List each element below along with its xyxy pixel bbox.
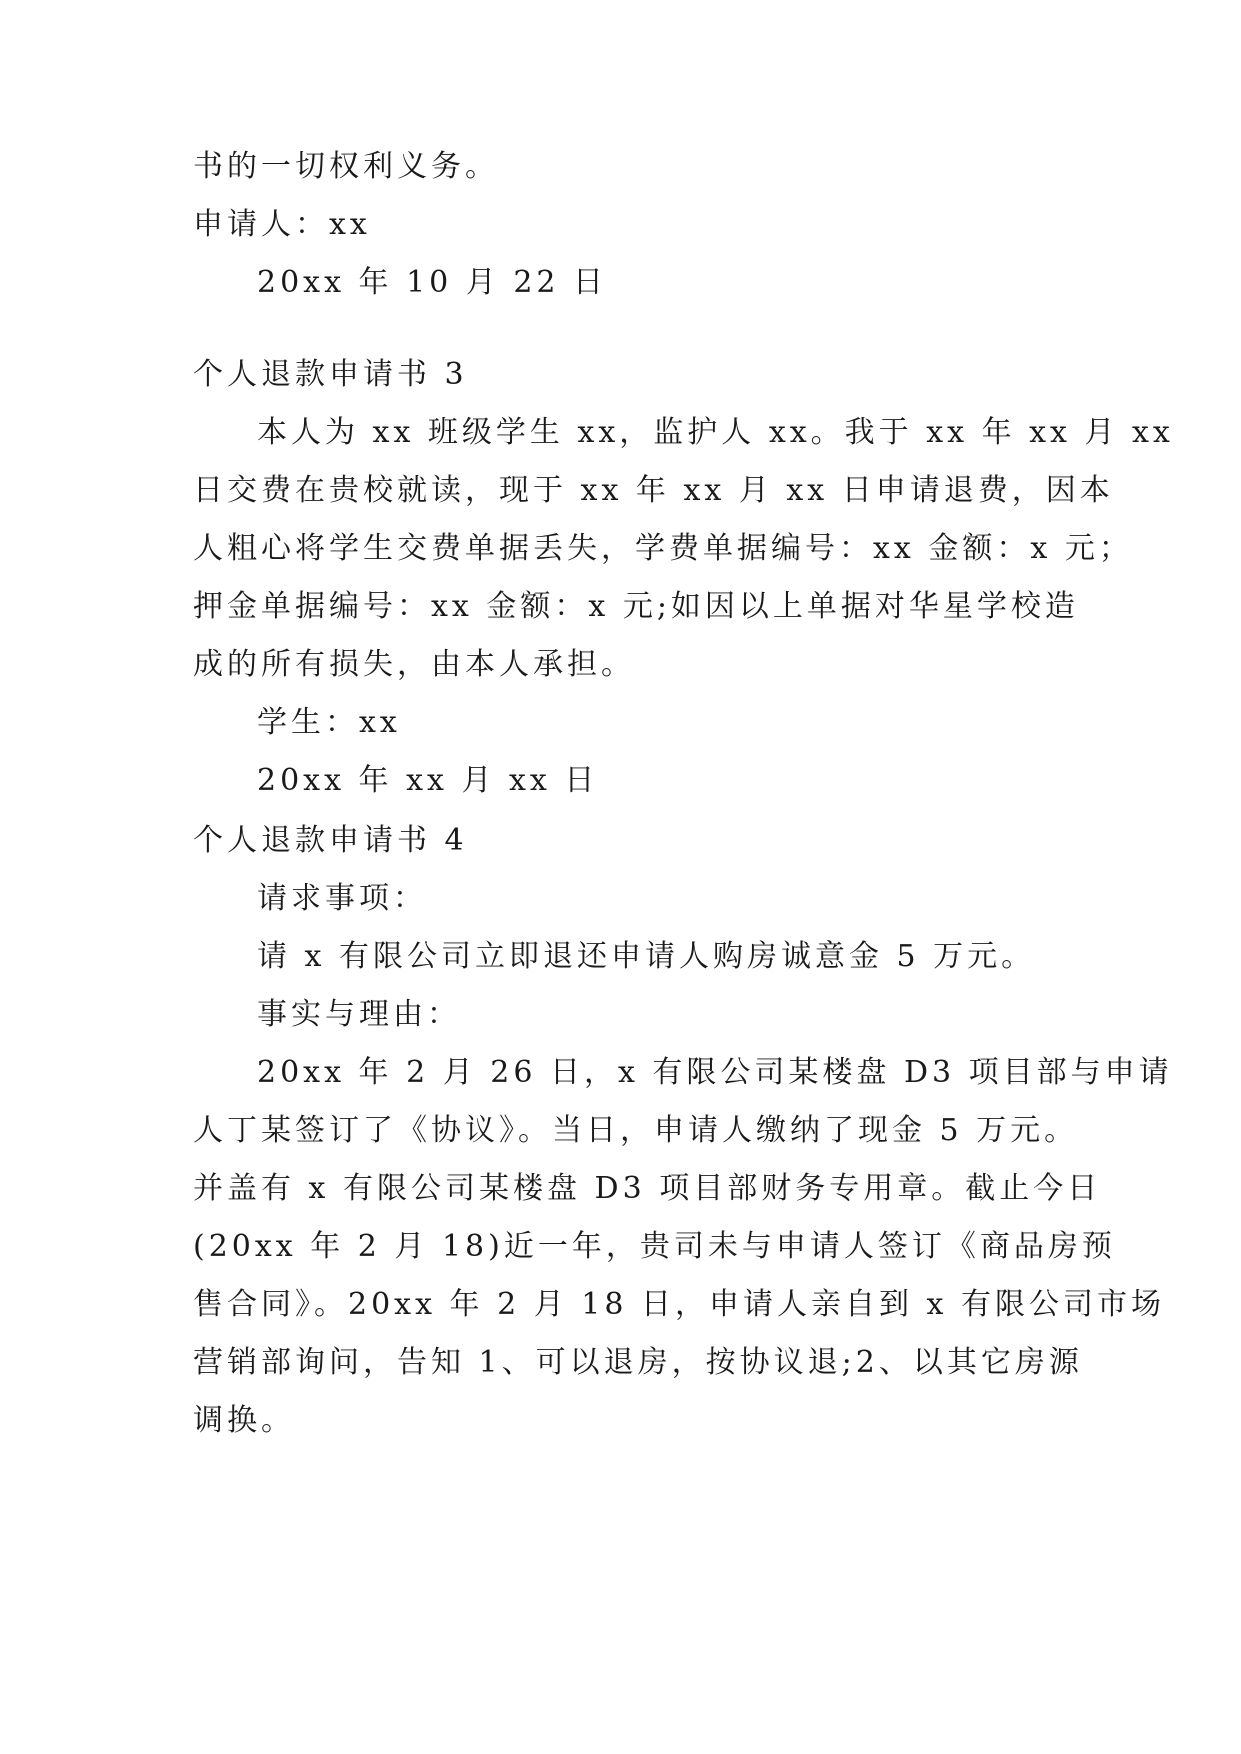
paragraph-line: 书的一切权利义务。 — [193, 149, 499, 184]
section-3-body-line: 人粗心将学生交费单据丢失，学费单据编号：xx 金额：x 元； — [193, 531, 1133, 566]
facts-body-line: (20xx 年 2 月 18)近一年，贵司未与申请人签订《商品房预 — [193, 1229, 1116, 1264]
section-3-body-line: 成的所有损失，由本人承担。 — [193, 647, 635, 682]
request-heading: 请求事项： — [257, 881, 427, 916]
section-3-body-line: 本人为 xx 班级学生 xx，监护人 xx。我于 xx 年 xx 月 xx — [257, 415, 1174, 450]
facts-body-line: 调换。 — [193, 1403, 295, 1438]
section-3-body-line: 日交费在贵校就读，现于 xx 年 xx 月 xx 日申请退费，因本 — [193, 473, 1114, 508]
facts-body-line: 人丁某签订了《协议》。当日，申请人缴纳了现金 5 万元。 — [193, 1113, 1079, 1148]
section-3-student: 学生：xx — [257, 705, 401, 740]
applicant-signature: 申请人：xx — [193, 207, 371, 242]
facts-heading: 事实与理由： — [257, 997, 461, 1032]
section-4 — [193, 812, 1173, 1450]
facts-body-line: 20xx 年 2 月 26 日，x 有限公司某楼盘 D3 项目部与申请 — [257, 1055, 1173, 1090]
top-continuation — [193, 138, 1055, 312]
section-3 — [193, 346, 1174, 810]
applicant-date: 20xx 年 10 月 22 日 — [257, 265, 608, 300]
section-3-body-line: 押金单据编号：xx 金额：x 元;如因以上单据对华星学校造 — [193, 589, 1079, 624]
section-3-title: 个人退款申请书 3 — [193, 357, 468, 392]
facts-body-line: 营销部询问，告知 1、可以退房，按协议退;2、以其它房源 — [193, 1345, 1083, 1380]
section-3-date: 20xx 年 xx 月 xx 日 — [257, 763, 599, 798]
facts-body-line: 售合同》。20xx 年 2 月 18 日，申请人亲自到 x 有限公司市场 — [193, 1287, 1165, 1322]
facts-body-line: 并盖有 x 有限公司某楼盘 D3 项目部财务专用章。截止今日 — [193, 1171, 1102, 1206]
section-4-title: 个人退款申请书 4 — [193, 823, 468, 858]
request-text: 请 x 有限公司立即退还申请人购房诚意金 5 万元。 — [257, 939, 1036, 974]
